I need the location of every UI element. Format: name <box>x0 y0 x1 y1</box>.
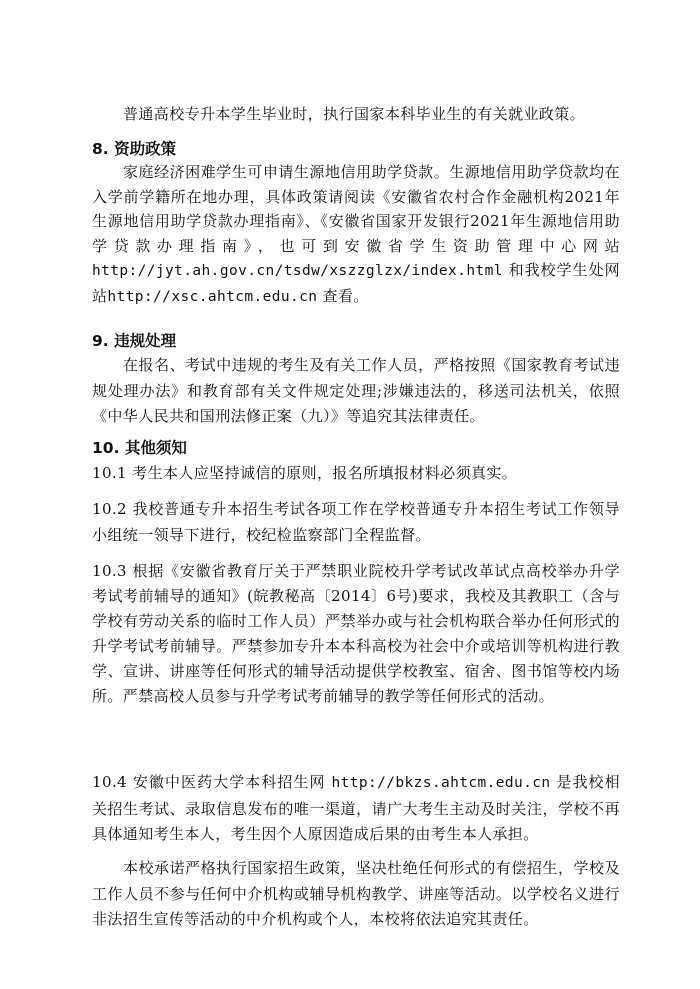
section-9-body: 在报名、考试中违规的考生及有关工作人员，严格按照《国家教育考试违规处理办法》和教育部有关文件规定处理;涉嫌违法的，移送司法机关，依照《中华人民共和国刑法修正案（九）》等追究其法律责任。 <box>92 356 620 425</box>
section-8-url-1[interactable]: http://jyt.ah.gov.cn/tsdw/xszzglzx/index.html <box>92 263 503 279</box>
item-4-suffix: 是我校相关招生考试、录取信息发布的唯一渠道，请广大考生主动及时关注，学校不再具体通知考生本人，考生因个人原因造成后果的由考生本人承担。 <box>92 773 620 843</box>
section-8-body <box>92 160 620 309</box>
admissions-website-link[interactable]: http://bkzs.ahtcm.edu.cn <box>331 775 551 791</box>
section-10-heading: 10. 其他须知 <box>92 439 187 457</box>
section-10-item-2: 10.2 我校普通专升本招生考试各项工作在学校普通专升本招生考试工作领导小组统一领导下进行，校纪检监察部门全程监督。 <box>92 500 620 544</box>
section-8-heading: 8. 资助政策 <box>92 140 177 158</box>
section-8-text-3: 查看。 <box>317 286 369 305</box>
section-8-text-2: 和我校学生处网站 <box>92 261 620 305</box>
section-10-item-3: 10.3 根据《安徽省教育厅关于严禁职业院校升学考试改革试点高校举办升学考试考前辅导的通知》(皖教秘高〔2014〕6号)要求，我校及其教职工（含与学校有劳动关系的临时工作人员）严禁举办或与社会机构联合举办任何形式的升学考试考前辅导。严禁参加专升本本科高校为社会中介或培训等机构进行教学、宣讲、讲座等任何形式的辅导活动提供学校教室、宿舍、图书馆等校内场所。严禁高校人员参与升学考试考前辅导的教学等任何形式的活动。 <box>92 562 620 705</box>
item-4-prefix: 10.4 安徽中医药大学本科招生网 <box>92 773 332 791</box>
section-8-url-2[interactable]: http://xsc.ahtcm.edu.cn <box>107 288 318 305</box>
section-10-item-4 <box>92 770 620 848</box>
closing-statement: 本校承诺严格执行国家招生政策，坚决杜绝任何形式的有偿招生，学校及工作人员不参与任何中介机构或辅导机构教学、讲座等活动。以学校名义进行非法招生宣传等活动的中介机构或个人，本校将依法追究其责任。 <box>92 859 620 928</box>
section-9-heading: 9. 违规处理 <box>92 332 177 350</box>
section-10-item-1: 10.1 考生本人应坚持诚信的原则，报名所填报材料必须真实。 <box>92 464 518 482</box>
section-8-text-1: 家庭经济困难学生可申请生源地信用助学贷款。生源地信用助学贷款均在入学前学籍所在地办理，具体政策请阅读《安徽省农村合作金融机构2021年生源地信用助学贷款办理指南》、《安徽省国家开发银行2021年生源地信用助学贷款办理指南》，也可到安徽省学生资助管理中心网站 <box>92 163 620 255</box>
graduation-policy-paragraph: 普通高校专升本学生毕业时，执行国家本科毕业生的有关就业政策。 <box>123 105 586 123</box>
